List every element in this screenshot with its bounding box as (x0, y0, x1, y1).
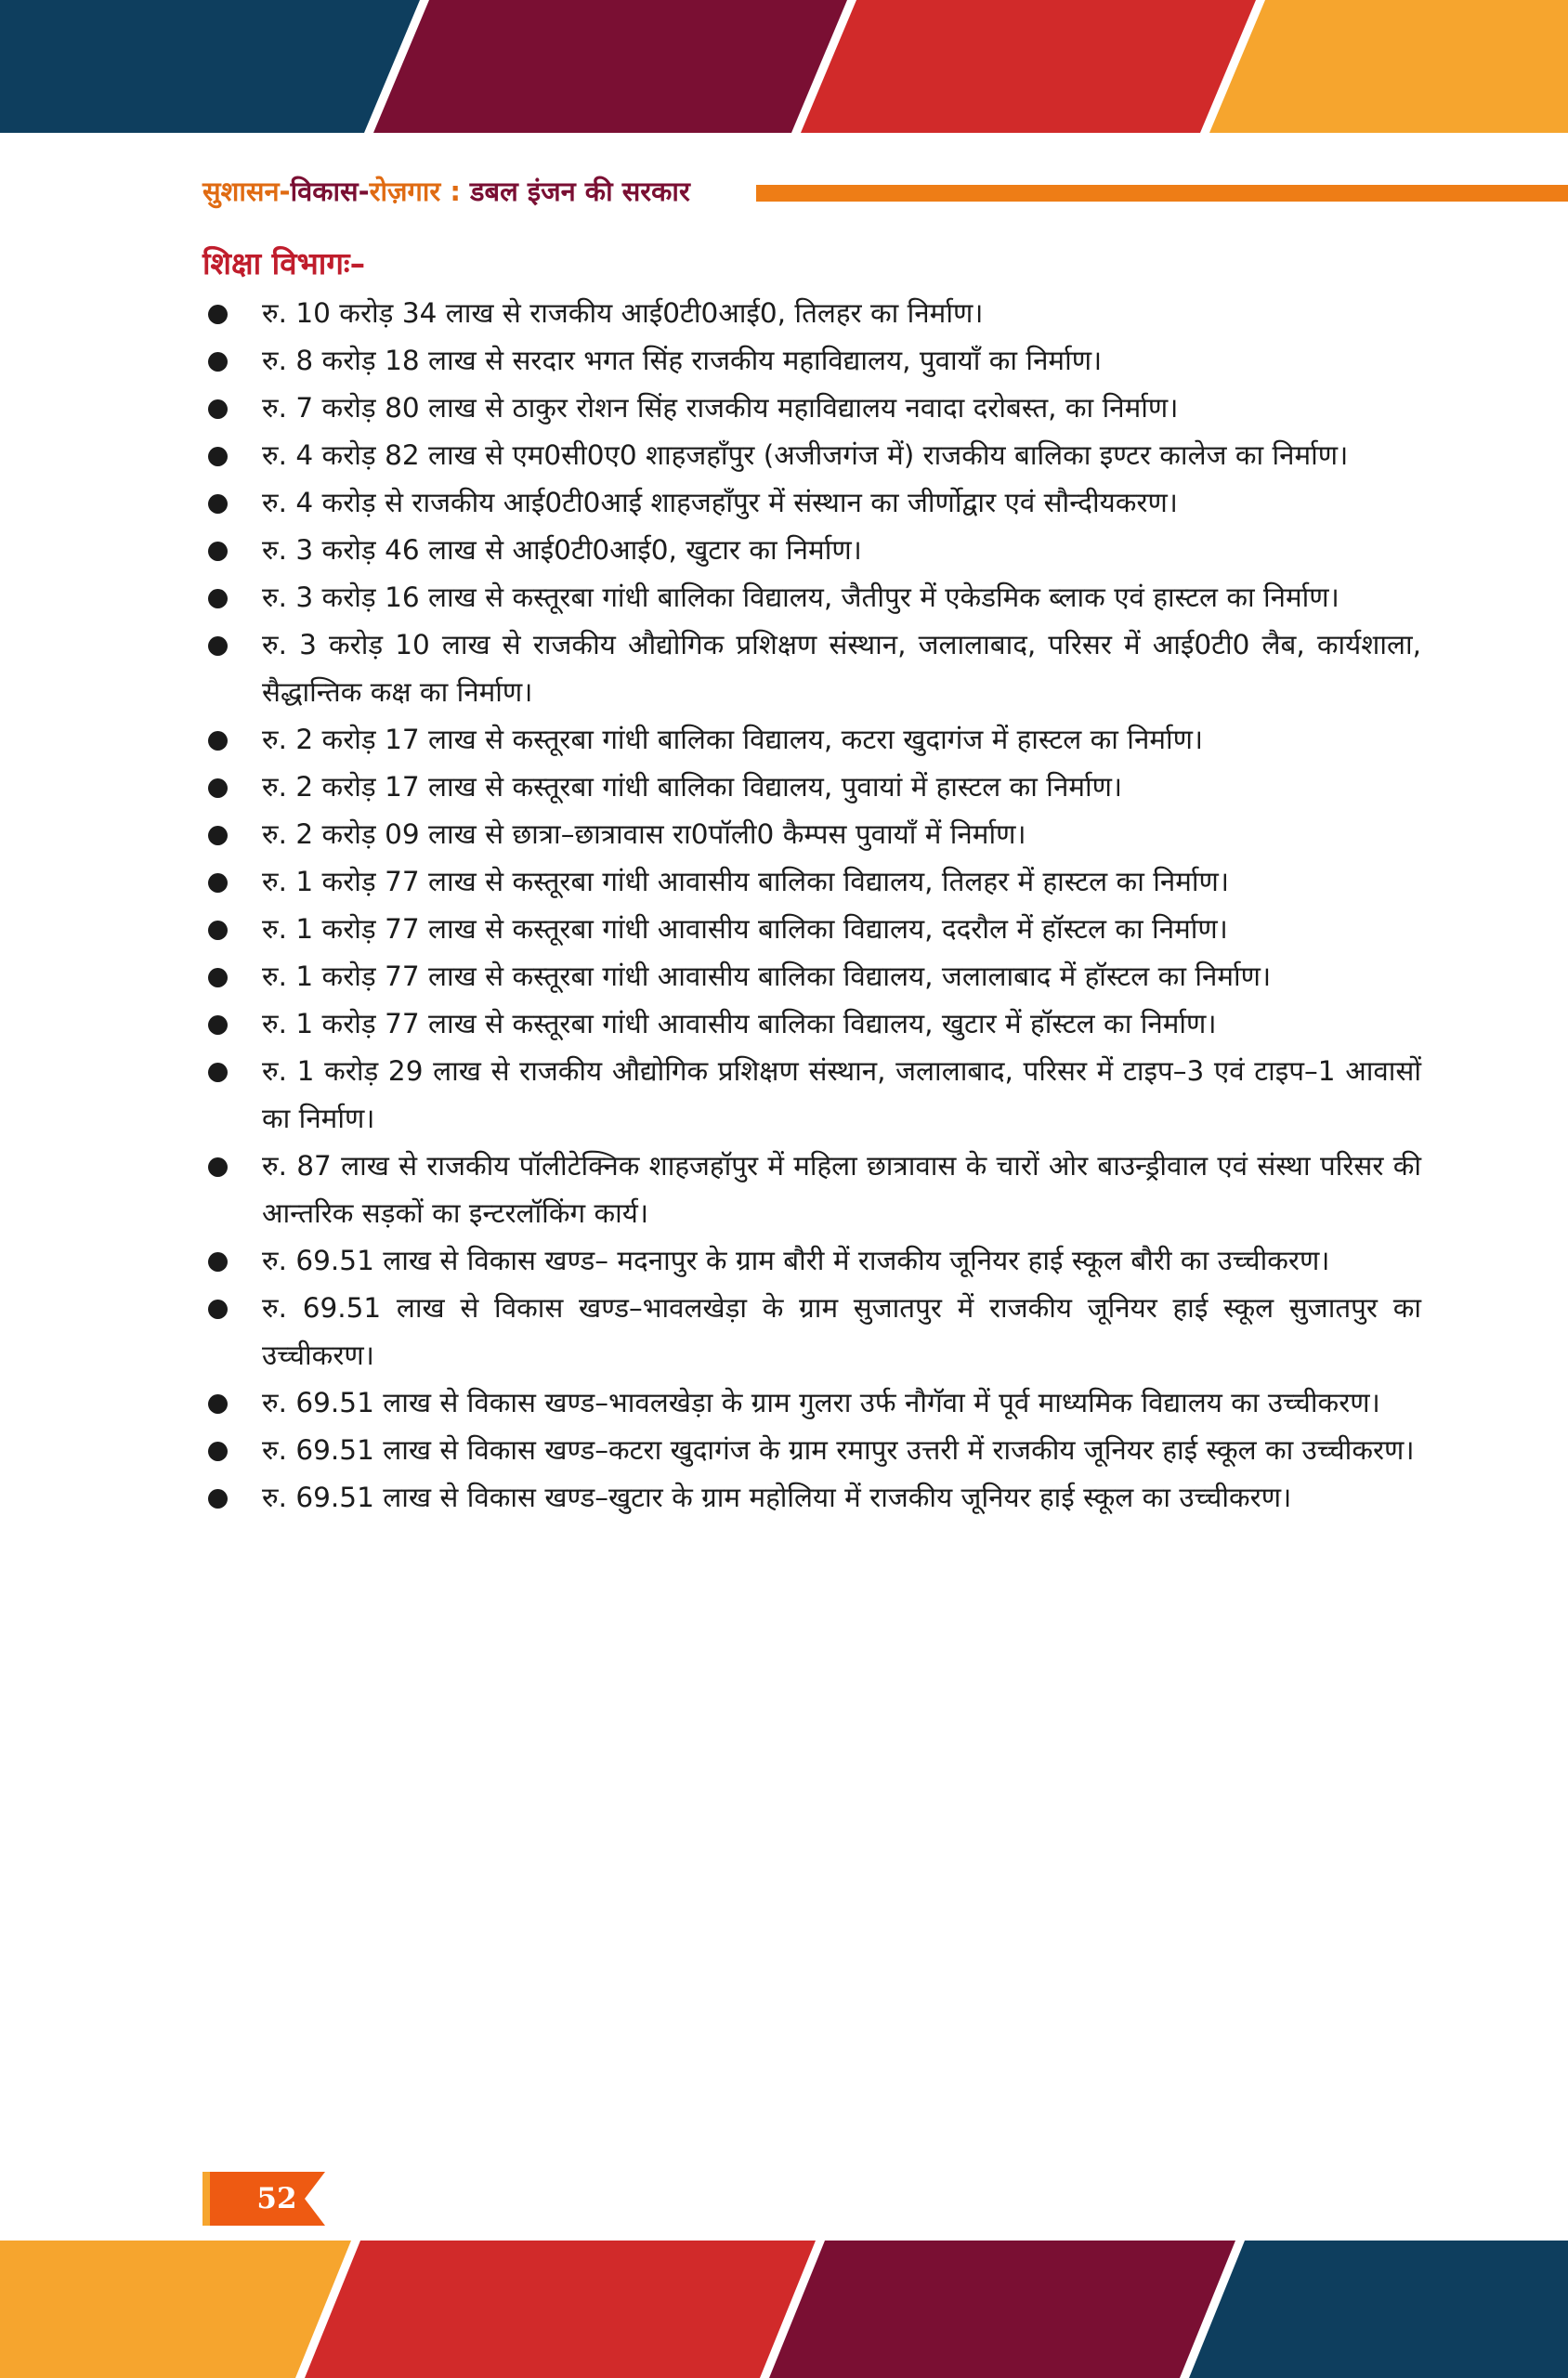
list-item: रु. 4 करोड़ से राजकीय आई0टी0आई शाहजहाँपुर में संस्थान का जीर्णोद्वार एवं सौन्दीयकरण। (203, 479, 1421, 527)
list-item: रु. 3 करोड़ 46 लाख से आई0टी0आई0, खुटार का निर्माण। (203, 527, 1421, 574)
top-color-band (0, 0, 1568, 133)
header-title (203, 173, 690, 210)
list-item: रु. 7 करोड़ 80 लाख से ठाकुर रोशन सिंह राजकीय महाविद्यालय नवादा दरोबस्त, का निर्माण। (203, 385, 1421, 432)
bottom-color-band (0, 2241, 1568, 2378)
band-maroon-segment (769, 2241, 1235, 2378)
band-red-segment (801, 0, 1256, 133)
band-red-segment (305, 2241, 816, 2378)
header-title-part2: विकास- (290, 176, 370, 207)
running-header (203, 173, 1419, 219)
band-amber-segment (0, 2241, 351, 2378)
list-item: रु. 1 करोड़ 29 लाख से राजकीय औद्योगिक प्रशिक्षण संस्थान, जलालाबाद, परिसर में टाइप–3 एवं टाइप–1 आवासों का निर्माण। (203, 1048, 1421, 1143)
page-number-badge (203, 2172, 325, 2226)
list-item: रु. 2 करोड़ 09 लाख से छात्रा–छात्रावास रा0पॉली0 कैम्पस पुवायाँ में निर्माण। (203, 811, 1421, 858)
header-title-part4: डबल इंजन की सरकार (470, 176, 690, 207)
list-item: रु. 69.51 लाख से विकास खण्ड–भावलखेड़ा के ग्राम गुलरा उर्फ नौगॅवा में पूर्व माध्यमिक विद्यालय का उच्चीकरण। (203, 1379, 1421, 1427)
band-navy-segment (0, 0, 420, 133)
list-item: रु. 87 लाख से राजकीय पॉलीटेक्निक शाहजहॉपुर में महिला छात्रावास के चारों ओर बाउन्ड्रीवाल एवं संस्था परिसर की आन्तरिक सड़कों का इन्टरलॉकिंग कार्य। (203, 1143, 1421, 1237)
list-item: रु. 1 करोड़ 77 लाख से कस्तूरबा गांधी आवासीय बालिका विद्यालय, ददरौल में हॉस्टल का निर्माण। (203, 906, 1421, 953)
header-title-part3: रोज़गार : (369, 176, 471, 207)
list-item: रु. 2 करोड़ 17 लाख से कस्तूरबा गांधी बालिका विद्यालय, कटरा खुदागंज में हास्टल का निर्माण। (203, 716, 1421, 764)
list-item: रु. 69.51 लाख से विकास खण्ड– मदनापुर के ग्राम बौरी में राजकीय जूनियर हाई स्कूल बौरी का उच्चीकरण। (203, 1237, 1421, 1285)
list-item: रु. 4 करोड़ 82 लाख से एम0सी0ए0 शाहजहाँपुर (अजीजगंज में) राजकीय बालिका इण्टर कालेज का निर्माण। (203, 432, 1421, 479)
top-band-graphic (0, 0, 1568, 133)
list-item: रु. 69.51 लाख से विकास खण्ड–खुटार के ग्राम महोलिया में राजकीय जूनियर हाई स्कूल का उच्चीकरण। (203, 1474, 1421, 1522)
list-item: रु. 8 करोड़ 18 लाख से सरदार भगत सिंह राजकीय महाविद्यालय, पुवायाँ का निर्माण। (203, 337, 1421, 385)
page-number: 52 (256, 2182, 297, 2215)
bullet-list (203, 290, 1421, 1522)
list-item: रु. 3 करोड़ 16 लाख से कस्तूरबा गांधी बालिका विद्यालय, जैतीपुर में एकेडमिक ब्लाक एवं हास्टल का निर्माण। (203, 574, 1421, 621)
list-item: रु. 3 करोड़ 10 लाख से राजकीय औद्योगिक प्रशिक्षण संस्थान, जलालाबाद, परिसर में आई0टी0 लैब, कार्यशाला, सैद्धान्तिक कक्ष का निर्माण। (203, 621, 1421, 716)
list-item: रु. 10 करोड़ 34 लाख से राजकीय आई0टी0आई0, तिलहर का निर्माण। (203, 290, 1421, 337)
list-item: रु. 2 करोड़ 17 लाख से कस्तूरबा गांधी बालिका विद्यालय, पुवायां में हास्टल का निर्माण। (203, 764, 1421, 811)
list-item: रु. 1 करोड़ 77 लाख से कस्तूरबा गांधी आवासीय बालिका विद्यालय, खुटार में हॉस्टल का निर्माण। (203, 1000, 1421, 1048)
band-amber-segment (1209, 0, 1568, 133)
band-navy-segment (1189, 2241, 1568, 2378)
list-item: रु. 69.51 लाख से विकास खण्ड–भावलखेड़ा के ग्राम सुजातपुर में राजकीय जूनियर हाई स्कूल सुजातपुर का उच्चीकरण। (203, 1285, 1421, 1379)
header-title-part1: सुशासन- (203, 176, 291, 207)
band-maroon-segment (373, 0, 847, 133)
section-heading: शिक्षा विभागः– (203, 245, 366, 281)
list-item: रु. 1 करोड़ 77 लाख से कस्तूरबा गांधी आवासीय बालिका विद्यालय, तिलहर में हास्टल का निर्माण। (203, 858, 1421, 906)
list-item: रु. 1 करोड़ 77 लाख से कस्तूरबा गांधी आवासीय बालिका विद्यालय, जलालाबाद में हॉस्टल का निर्माण। (203, 953, 1421, 1000)
list-item: रु. 69.51 लाख से विकास खण्ड–कटरा खुदागंज के ग्राम रमापुर उत्तरी में राजकीय जूनियर हाई स्कूल का उच्चीकरण। (203, 1427, 1421, 1474)
header-rule (756, 185, 1568, 202)
bottom-band-graphic (0, 2241, 1568, 2378)
